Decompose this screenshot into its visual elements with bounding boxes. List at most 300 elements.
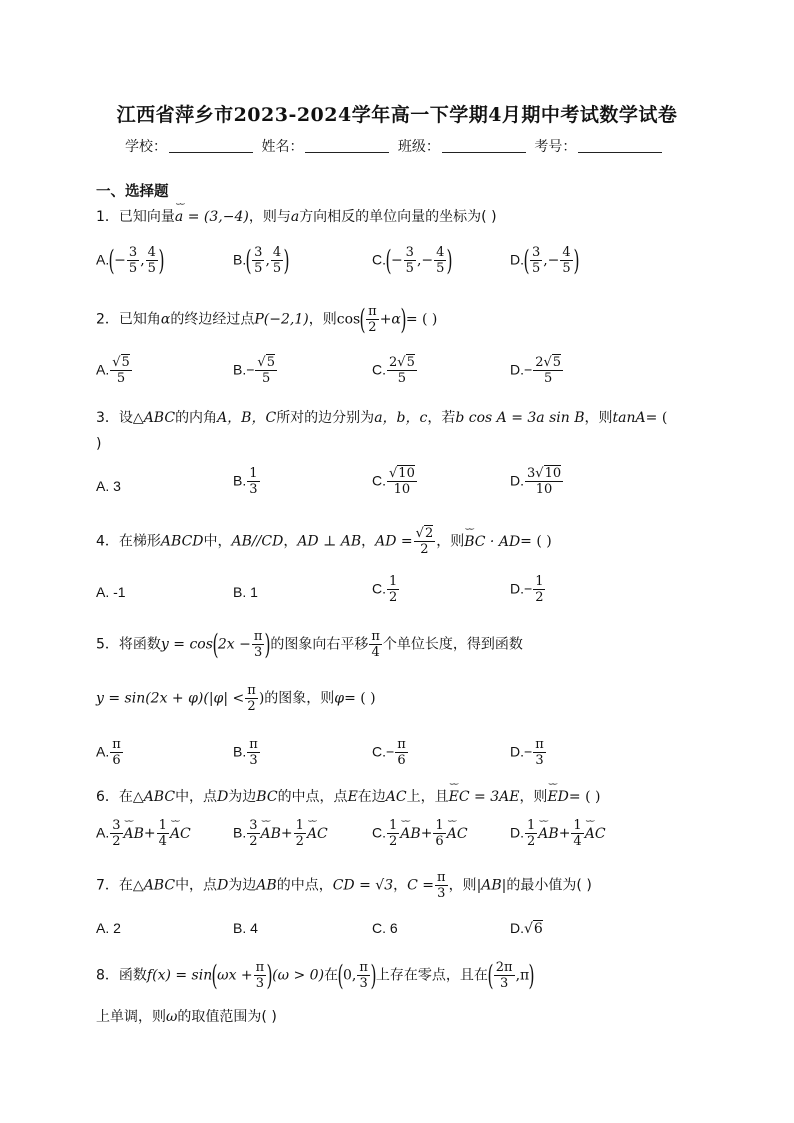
fraction	[387, 574, 399, 605]
numerator: 3	[405, 245, 414, 260]
numerator: π	[249, 737, 258, 752]
plus: +	[143, 825, 156, 842]
plus: +	[280, 825, 293, 842]
denominator: 5	[397, 371, 407, 386]
fraction	[254, 960, 267, 991]
school-blank	[169, 138, 253, 153]
question-2	[96, 304, 437, 335]
denominator: 2	[389, 590, 398, 605]
q5-close: )	[258, 690, 265, 707]
numerator: 4	[562, 245, 571, 260]
question-6	[96, 786, 600, 806]
q4-option-a[interactable]	[96, 584, 126, 601]
q7-text-m: 的最小值为( )	[506, 877, 592, 894]
numerator: π	[247, 683, 256, 698]
q6-option-c[interactable]	[372, 818, 468, 849]
q4-trapezoid: ABCD	[160, 533, 204, 550]
q5-phi: φ	[334, 690, 345, 707]
numerator: π	[255, 960, 265, 975]
numerator: π	[535, 737, 544, 752]
q6-option-a[interactable]	[96, 818, 191, 849]
q7-text-i: ，	[393, 877, 408, 894]
fraction	[294, 818, 306, 849]
fraction	[414, 526, 436, 557]
option-label: B.	[233, 824, 247, 841]
option-label: C.	[372, 361, 386, 378]
q2-option-b[interactable]	[233, 355, 278, 386]
numerator: 1	[249, 466, 258, 481]
denominator: 3	[437, 886, 446, 901]
denominator: 2	[112, 834, 121, 849]
fraction	[533, 574, 545, 605]
option-label: D.	[510, 251, 524, 268]
comma: ,	[265, 252, 270, 269]
fraction	[146, 245, 158, 276]
radicand: 5	[121, 355, 130, 370]
alpha: α	[391, 311, 401, 328]
option-label: C. 6	[372, 920, 398, 936]
option-label: D.−	[510, 361, 533, 378]
q5-option-a[interactable]	[96, 737, 124, 768]
q5-func: y = cos	[160, 636, 213, 653]
q5-arg: 2x −	[217, 636, 251, 653]
numerator: π	[371, 629, 380, 644]
paren-left: (	[337, 958, 344, 992]
numerator: 3	[531, 245, 541, 260]
number-label: 考号：	[534, 139, 577, 155]
minus: −	[390, 252, 403, 269]
numerator: 3√10	[527, 466, 562, 481]
numerator: 2√5	[535, 355, 562, 370]
section-heading: 一、选择题	[96, 184, 169, 200]
minus: −	[421, 252, 434, 269]
q1-option-a[interactable]	[96, 245, 164, 276]
numerator: 3	[128, 245, 138, 260]
q5-option-b[interactable]	[233, 737, 261, 768]
fraction	[387, 355, 417, 386]
fraction	[271, 245, 283, 276]
fraction	[110, 818, 122, 849]
q1-option-c[interactable]	[372, 245, 452, 276]
option-label: D.−	[510, 580, 533, 597]
option-label: C.	[372, 580, 386, 597]
denominator: 2	[389, 834, 398, 849]
denominator: 4	[371, 645, 380, 660]
numerator: 1	[573, 818, 582, 833]
fraction	[366, 304, 379, 335]
pi: π	[520, 967, 530, 984]
q6-e: E	[347, 789, 358, 805]
vector-ab: ⌣⌣ AB	[538, 826, 558, 842]
vector-ac: ⌣⌣ AC	[170, 826, 191, 842]
denominator: 5	[562, 261, 571, 276]
numerator: 3	[254, 245, 263, 260]
option-label: C.	[372, 472, 386, 489]
fraction	[247, 737, 260, 768]
option-label: D.−	[510, 743, 533, 760]
fraction	[110, 355, 132, 386]
question-3	[96, 407, 667, 427]
fraction	[127, 245, 139, 276]
denominator: 2	[249, 834, 258, 849]
q4-perp: AD ⊥ AB	[297, 533, 362, 550]
numerator: π	[397, 737, 406, 752]
vector-ab: ⌣⌣ AB	[400, 826, 420, 842]
denominator: 3	[535, 753, 544, 768]
q5-text-d: 个单位长度，得到函数	[382, 636, 523, 653]
fraction	[369, 629, 382, 660]
numerator: 4	[147, 245, 156, 260]
denominator: 2	[295, 834, 304, 849]
q7-option-d[interactable]	[510, 920, 543, 937]
student-info	[125, 136, 666, 156]
q4-text-c: 中，	[203, 533, 232, 550]
fraction	[252, 629, 265, 660]
option-label: A.	[96, 251, 110, 268]
q5-option-c[interactable]	[372, 737, 409, 768]
paren-left: (	[108, 243, 115, 277]
vector-ab: ⌣⌣ AB	[261, 826, 281, 842]
denominator: 6	[435, 834, 444, 849]
q2-option-d[interactable]	[510, 355, 564, 386]
q3-text-c: 的内角	[175, 410, 218, 426]
q4-option-b[interactable]	[233, 584, 258, 601]
q1-text-a: 1．已知向量	[96, 209, 175, 225]
radicand: 5	[552, 355, 562, 370]
q7-text-g: 的中点，	[276, 877, 333, 894]
q4-text-a: 4．在梯形	[96, 533, 161, 550]
q5-option-d[interactable]	[510, 737, 547, 768]
denominator: 2	[368, 320, 377, 335]
q5-target-func: y = sin(2x + φ)(|φ| <	[96, 690, 245, 707]
fraction	[245, 683, 258, 714]
q1-option-b[interactable]	[233, 245, 289, 276]
comma: ,	[543, 252, 548, 269]
denominator: 6	[397, 753, 406, 768]
paren-right: )	[283, 243, 290, 277]
vector-ab: ⌣⌣ AB	[124, 826, 144, 842]
numerator: 4	[436, 245, 445, 260]
option-label: A. -1	[96, 584, 126, 600]
option-label: B.	[233, 472, 247, 489]
q4-text-i: ，则	[436, 533, 465, 550]
numerator: 2√5	[389, 355, 415, 370]
denominator: 4	[573, 834, 582, 849]
denominator: 2	[535, 590, 544, 605]
fraction	[157, 818, 169, 849]
q4-dot-product: ⌣⌣ BC · AD	[464, 534, 520, 550]
paren-left: (	[212, 627, 219, 661]
plus: +	[420, 825, 433, 842]
numerator: 1	[158, 818, 167, 833]
question-1	[96, 206, 497, 226]
cos: cos	[336, 311, 361, 328]
paren-left: (	[359, 302, 366, 336]
paren-right: )	[264, 627, 271, 661]
q6-ac: AC	[385, 789, 407, 805]
q6-text-c: 中，点	[175, 789, 218, 805]
denominator: 5	[262, 371, 271, 386]
zero: 0,	[342, 967, 357, 984]
denominator: 5	[531, 261, 541, 276]
option-label: B.	[233, 743, 247, 760]
coef: 2	[389, 355, 398, 370]
q6-option-d[interactable]	[510, 818, 606, 849]
q7-option-b[interactable]	[233, 920, 258, 937]
denominator: 2	[527, 834, 536, 849]
q1-vec-symbol: a	[290, 209, 300, 225]
q8-text-h: 的取值范围为( )	[177, 1009, 277, 1025]
q6-text-g: 的中点，点	[277, 789, 348, 805]
q4-option-c[interactable]	[372, 574, 400, 605]
q6-text-o: = ( )	[568, 789, 601, 805]
radicand: 2	[424, 526, 434, 541]
q4-text-e: ，	[283, 533, 298, 550]
q5-text-c: 的图象向右平移	[270, 636, 369, 653]
option-label: A.	[96, 361, 110, 378]
q2-option-c[interactable]	[372, 355, 418, 386]
denominator: 5	[116, 371, 126, 386]
option-label: D.	[510, 824, 524, 841]
q4-text-g: ，	[361, 533, 376, 550]
q6-vec-eq: ⌣⌣ EC = 3AE	[449, 789, 520, 805]
denominator: 5	[543, 371, 553, 386]
q5-text-a: 5．将函数	[96, 636, 161, 653]
q2-text-e: ，则	[308, 311, 337, 328]
q3-option-a[interactable]	[96, 478, 121, 495]
q3-close-paren: )	[96, 436, 102, 452]
q7-d: D	[217, 877, 229, 894]
question-8	[96, 960, 534, 991]
numerator: 1	[527, 818, 536, 833]
q2-alpha: α	[160, 311, 171, 328]
q3-triangle: ABC	[143, 410, 176, 426]
denominator: 3	[500, 976, 509, 991]
paren-right: )	[446, 243, 453, 277]
numerator: 3	[249, 818, 258, 833]
numerator: π	[253, 629, 263, 644]
q3-sides: a，b，c	[374, 410, 428, 426]
q8-arg: ωx +	[217, 967, 253, 984]
q3-angles: A，B，C	[217, 410, 277, 426]
plus: +	[558, 825, 571, 842]
paren-left: (	[487, 958, 494, 992]
q7-abs-ab: |AB|	[476, 877, 507, 894]
q3-text-g: ，若	[427, 410, 456, 426]
name-blank	[305, 138, 389, 153]
denominator: 2	[420, 542, 429, 557]
paren-left: (	[211, 958, 218, 992]
q5-text-i: = ( )	[344, 690, 376, 707]
minus: −	[114, 252, 126, 269]
denominator: 5	[254, 261, 263, 276]
paren-left: (	[523, 243, 530, 277]
q6-option-b[interactable]	[233, 818, 328, 849]
coef: 2	[535, 355, 544, 370]
radicand: 10	[544, 466, 562, 481]
q3-option-b[interactable]	[233, 466, 261, 497]
q4-ad: AD =	[375, 533, 413, 550]
denominator: 5	[272, 261, 282, 276]
numerator: 1	[295, 818, 304, 833]
q6-text-k: 上，且	[406, 789, 449, 805]
comma: ,	[416, 252, 422, 269]
question-5	[96, 629, 523, 660]
radicand: 6	[533, 921, 543, 937]
option-label: C.	[372, 251, 386, 268]
numerator: 2π	[495, 960, 513, 975]
option-label: B. 1	[233, 584, 258, 600]
fraction	[387, 466, 417, 497]
q8-text-a: 8．函数	[96, 967, 147, 984]
option-label: A.	[96, 824, 110, 841]
option-label: B.−	[233, 361, 255, 378]
option-label: C.−	[372, 743, 395, 760]
q3-tan: tanA	[612, 410, 646, 426]
page-title: 江西省萍乡市2023-2024学年高一下学期4月期中考试数学试卷	[116, 104, 678, 126]
numerator: √5	[257, 355, 275, 370]
q3-text-i: ，则	[584, 410, 613, 426]
q3-equation: b cos A = 3a sin B	[455, 410, 585, 426]
fraction	[404, 245, 416, 276]
question-7	[96, 870, 592, 901]
q2-text-f: = ( )	[405, 311, 438, 328]
q4-text-k: = ( )	[520, 533, 552, 550]
plus: +	[379, 311, 392, 328]
fraction	[525, 818, 537, 849]
numerator: 1	[535, 574, 544, 589]
denominator: 3	[359, 976, 368, 991]
q2-text-a: 2．已知角	[96, 311, 161, 328]
numerator: 4	[272, 245, 282, 260]
numerator: √10	[389, 466, 415, 481]
option-label: C.	[372, 824, 386, 841]
q8-func: f(x) = sin	[146, 967, 213, 984]
q6-text-e: 为边	[228, 789, 257, 805]
fraction	[533, 355, 563, 386]
numerator: 1	[389, 574, 398, 589]
fraction	[435, 870, 448, 901]
paren-right: )	[400, 302, 407, 336]
radicand: 5	[406, 355, 415, 370]
name-label: 姓名：	[261, 139, 304, 155]
fraction	[533, 737, 546, 768]
q3-text-a: 3．设△	[96, 410, 144, 426]
denominator: 10	[535, 482, 553, 497]
class-blank	[442, 138, 526, 153]
denominator: 3	[249, 482, 258, 497]
denominator: 5	[405, 261, 414, 276]
option-label: A. 3	[96, 478, 121, 494]
fraction	[571, 818, 583, 849]
q6-bc: BC	[256, 789, 278, 805]
vector-ac: ⌣⌣ AC	[447, 826, 468, 842]
q7-triangle: ABC	[143, 877, 176, 894]
q7-cd: CD = √3	[332, 877, 394, 894]
q4-option-d[interactable]	[510, 574, 546, 605]
fraction	[255, 355, 277, 386]
q8-text-d: 在	[324, 967, 339, 984]
q7-text-k: ，则	[448, 877, 477, 894]
paren-right: )	[573, 243, 580, 277]
option-label: B. 4	[233, 920, 258, 936]
denominator: 2	[247, 699, 256, 714]
question-4	[96, 526, 552, 557]
denominator: 3	[249, 753, 258, 768]
fraction	[252, 245, 264, 276]
q2-option-a[interactable]	[96, 355, 133, 386]
fraction	[525, 466, 563, 497]
q7-text-c: 中，点	[175, 877, 218, 894]
fraction	[560, 245, 572, 276]
fraction	[433, 818, 445, 849]
paren-left: (	[245, 243, 252, 277]
q1-vector-a: ⌣⌣ a = (3,−4)	[175, 209, 249, 225]
numerator: 3	[112, 818, 121, 833]
q7-option-c[interactable]	[372, 920, 398, 937]
sqrt: √6	[524, 921, 543, 937]
q3-option-d[interactable]	[510, 466, 564, 497]
numerator: π	[112, 737, 121, 752]
numerator: π	[368, 304, 377, 319]
q7-ab: AB	[256, 877, 277, 894]
numerator: 1	[435, 818, 444, 833]
q2-point: P(−2,1)	[254, 311, 309, 328]
q7-option-a[interactable]	[96, 920, 121, 937]
q6-d: D	[217, 789, 229, 805]
minus: −	[547, 252, 560, 269]
q3-text-e: 所对的边分别为	[276, 410, 375, 426]
numerator: π	[437, 870, 446, 885]
q1-option-d[interactable]	[510, 245, 579, 276]
paren-left: (	[385, 243, 392, 277]
radicand: 10	[398, 466, 415, 481]
question-5-cont	[96, 683, 376, 714]
vector-ac: ⌣⌣ AC	[307, 826, 328, 842]
denominator: 3	[255, 976, 265, 991]
denominator: 5	[128, 261, 138, 276]
q3-option-c[interactable]	[372, 466, 418, 497]
option-label: A. 2	[96, 920, 121, 936]
fraction	[395, 737, 408, 768]
number-blank	[578, 138, 662, 153]
comma: ,	[515, 967, 521, 984]
vector-ac: ⌣⌣ AC	[585, 826, 606, 842]
fraction	[434, 245, 446, 276]
school-label: 学校：	[125, 139, 167, 155]
denominator: 6	[112, 753, 121, 768]
q6-text-m: ，则	[519, 789, 548, 805]
q7-c: C =	[407, 877, 435, 894]
fraction	[530, 245, 542, 276]
q6-text-a: 6．在△	[96, 789, 144, 805]
fraction	[247, 466, 259, 497]
fraction	[247, 818, 259, 849]
q5-text-g: 的图象，则	[264, 690, 335, 707]
paren-right: )	[370, 958, 377, 992]
q8-text-f: 上单调，则	[96, 1009, 166, 1025]
q8-cond: (ω > 0)	[272, 967, 325, 984]
numerator: π	[359, 960, 368, 975]
radicand: 5	[266, 355, 275, 370]
q6-ed: ⌣⌣ ED	[547, 789, 568, 805]
q3-text-k: = (	[645, 410, 668, 426]
option-label: B.	[233, 251, 247, 268]
fraction	[110, 737, 123, 768]
denominator: 3	[253, 645, 263, 660]
q2-text-c: 的终边经过点	[170, 311, 255, 328]
paren-right: )	[528, 958, 535, 992]
